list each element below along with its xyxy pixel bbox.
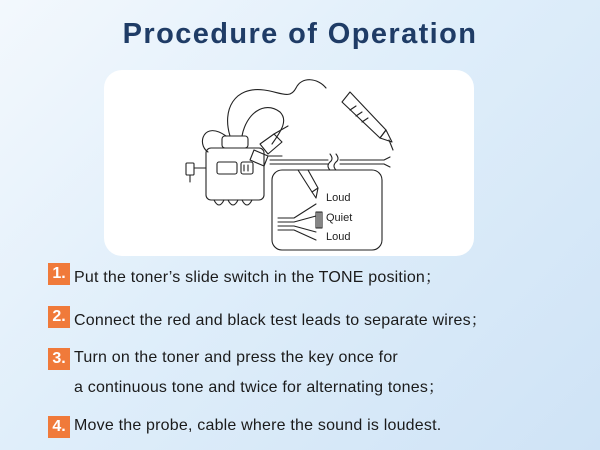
step-text-continued: a continuous tone and twice for alternating tones；	[74, 379, 445, 396]
step-number-badge: 1.	[48, 263, 70, 285]
label-quiet: Quiet	[326, 212, 353, 224]
inset-probe-icon	[298, 170, 318, 198]
step-number-badge: 4.	[48, 416, 70, 438]
step-number-badge: 2.	[48, 306, 70, 328]
cord-1	[228, 80, 326, 136]
step-number-badge: 3.	[48, 348, 70, 370]
step-text: Move the probe, cable where the sound is loudest.	[74, 417, 442, 434]
alligator-clip-icon	[260, 126, 288, 154]
inset-wire-fan	[278, 204, 322, 240]
label-loud-bottom: Loud	[326, 231, 351, 243]
label-loud-top: Loud	[326, 192, 351, 204]
toner-probe-diagram	[104, 70, 474, 256]
step-text: Turn on the toner and press the key once for	[74, 349, 398, 366]
page-title: Procedure of Operation	[122, 18, 478, 50]
wire	[270, 154, 390, 170]
diagram-card	[104, 70, 474, 256]
step-text: Connect the red and black test leads to separate wires；	[74, 312, 487, 329]
probe-icon	[342, 92, 393, 150]
step-text: Put the toner’s slide switch in the TONE position；	[74, 269, 442, 286]
toner-unit-icon	[186, 136, 264, 205]
